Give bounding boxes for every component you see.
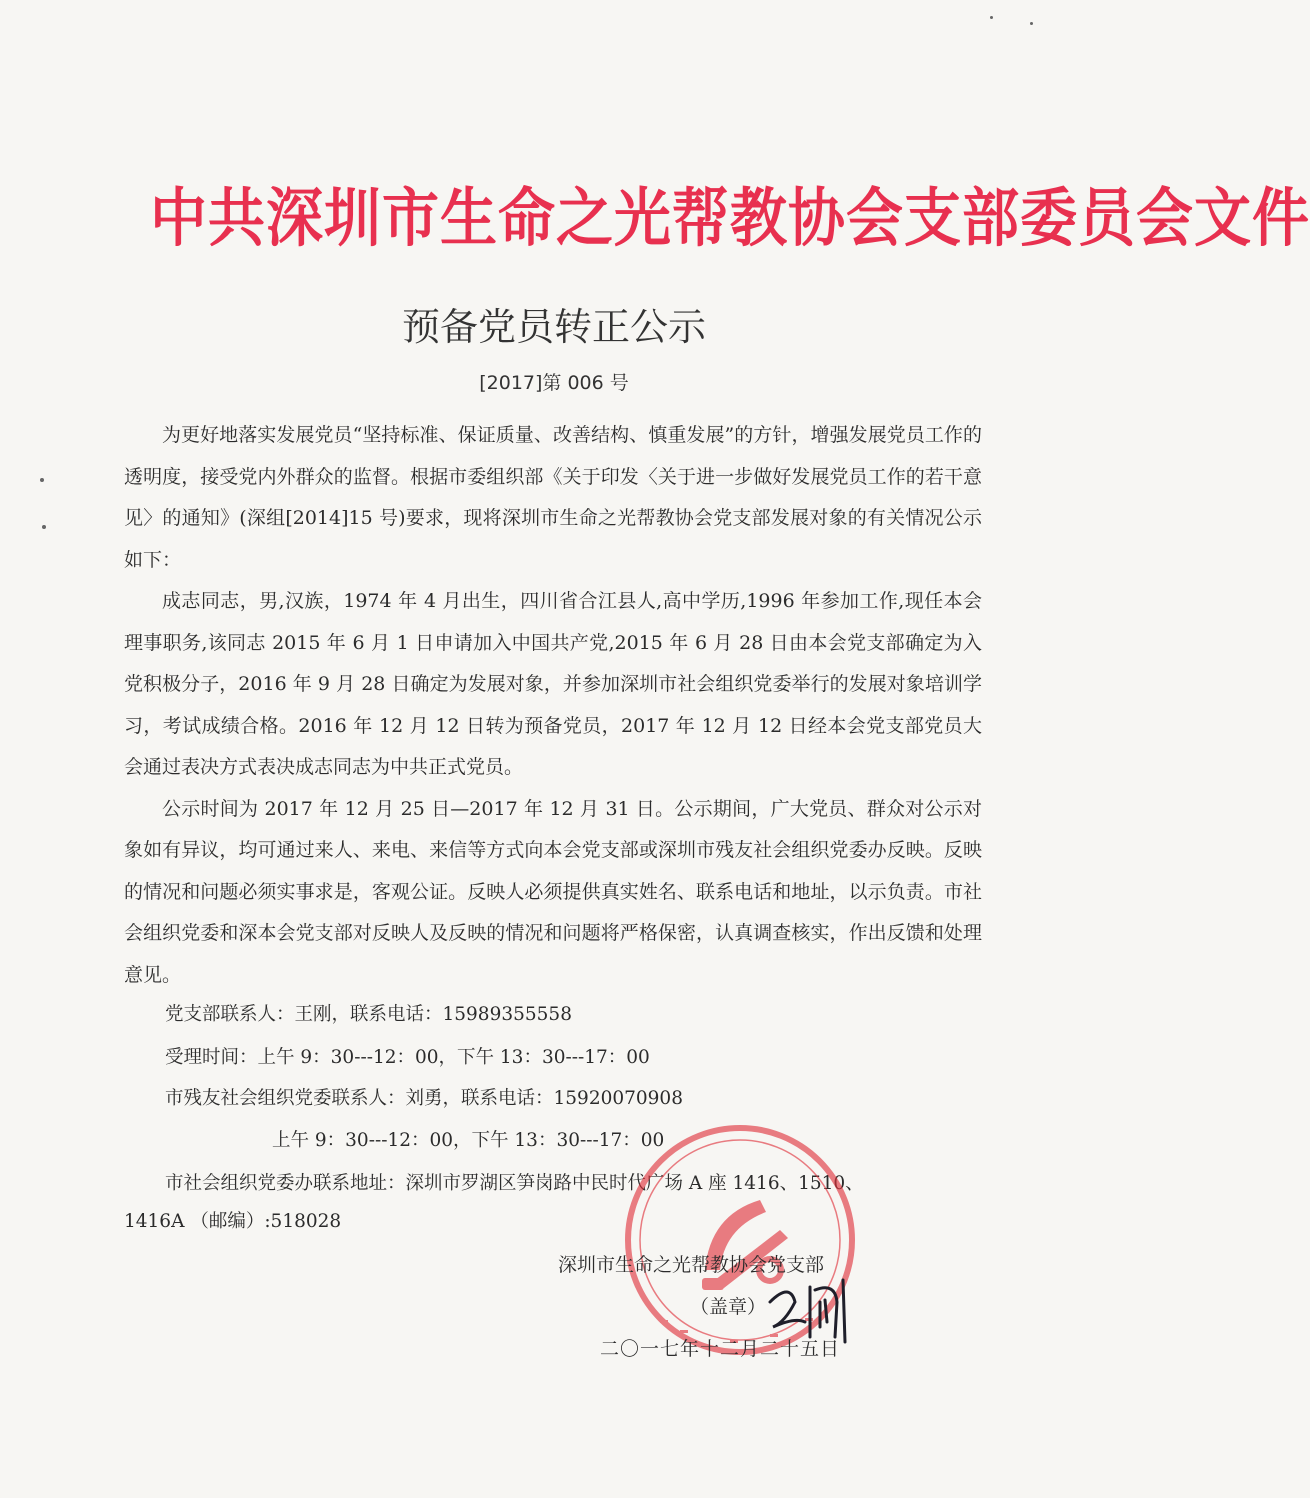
- signing-date: 二〇一七年十二月二十五日: [600, 1338, 841, 1360]
- paper-speck: [40, 478, 44, 482]
- seal-note: （盖章）: [690, 1296, 767, 1318]
- paper-speck: [990, 16, 993, 19]
- committee-contact: 市残友社会组织党委联系人：刘勇，联系电话：15920070908: [165, 1088, 683, 1109]
- document-title: 预备党员转正公示: [401, 305, 706, 349]
- branch-contact: 党支部联系人：王刚，联系电话：15989355558: [165, 1004, 572, 1025]
- signing-organization: 深圳市生命之光帮教协会党支部: [558, 1254, 825, 1276]
- paper-speck: [1030, 22, 1033, 25]
- paper-speck: [42, 525, 46, 529]
- paragraph-intro: 为更好地落实发展党员“坚持标准、保证质量、改善结构、慎重发展”的方针，增强发展党员工作的透明度，接受党内外群众的监督。根据市委组织部《关于印发〈关于进一步做好发展党员工作的若干意见〉的通知》(深组[2014]15 号)要求，现将深圳市生命之光帮教协会党支部发展对象的有关情况公示如下：: [124, 424, 982, 571]
- paragraph-notice-period: 公示时间为 2017 年 12 月 25 日—2017 年 12 月 31 日。公示期间，广大党员、群众对公示对象如有异议，均可通过来人、来电、来信等方式向本会党支部或深圳市残友社会组织党委办反映。反映的情况和问题必须实事求是，客观公证。反映人必须提供真实姓名、联系电话和地址，以示负责。市社会组织党委和深本会党支部对反映人及反映的情况和问题将严格保密，认真调查核实，作出反馈和处理意见。: [124, 797, 982, 986]
- address-line: 1416A （邮编）:518028: [124, 1211, 342, 1232]
- header-org-title: 中共深圳市生命之光帮教协会支部委员会文件: [150, 181, 1310, 256]
- document-number: [2017]第 006 号: [479, 372, 629, 394]
- committee-hours: 上午 9：30---12：00，下午 13：30---17：00: [272, 1130, 665, 1151]
- address-line: 市社会组织党委办联系地址：深圳市罗湖区笋岗路中民时代广场 A 座 1416、1510、: [165, 1173, 864, 1194]
- paragraph-candidate: 成志同志，男,汉族，1974 年 4 月出生，四川省合江县人,高中学历,1996 年参加工作,现任本会理事职务,该同志 2015 年 6 月 1 日申请加入中国共产党,2015 年 6 月 28 日由本会党支部确定为入党积极分子，2016 年 9 月 28 日确定为发展对象，并参加深圳市社会组织党委举行的发展对象培训学习，考试成绩合格。2016 年 12 月 12 日转为预备党员，2017 年 12 月 12 日经本会党支部党员大会通过表决方式表决成志同志为中共正式党员。: [124, 590, 982, 778]
- body-text: [124, 415, 982, 996]
- office-hours: 受理时间：上午 9：30---12：00，下午 13：30---17：00: [165, 1047, 650, 1068]
